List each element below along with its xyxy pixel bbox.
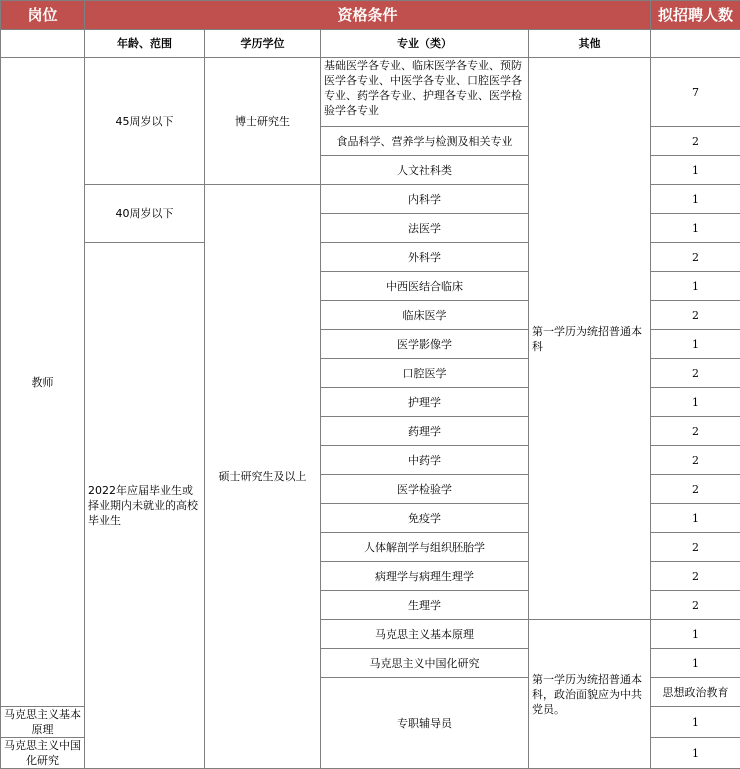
count-cell: 2: [651, 446, 740, 475]
count-cell: 1: [651, 620, 740, 649]
count-cell: 2: [651, 243, 740, 272]
degree-master: 硕士研究生及以上: [205, 185, 321, 769]
age-45: 45周岁以下: [85, 58, 205, 185]
count-cell: 2: [651, 591, 740, 620]
other-cell: 第一学历为统招普通本科: [529, 58, 651, 620]
count-cell: 1: [651, 738, 740, 769]
count-cell: 1: [651, 156, 740, 185]
header-qualifications: 资格条件: [85, 1, 651, 30]
count-cell: 1: [651, 504, 740, 533]
position-teacher: 教师: [1, 58, 85, 707]
major-cell: 马克思主义中国化研究: [321, 649, 529, 678]
subheader-count-empty: [651, 30, 740, 58]
major-cell: 药理学: [321, 417, 529, 446]
age-40: 40周岁以下: [85, 185, 205, 243]
major-cell: 病理学与病理生理学: [321, 562, 529, 591]
major-cell: 医学检验学: [321, 475, 529, 504]
major-cell: 人文社科类: [321, 156, 529, 185]
major-cell: 马克思主义基本原理: [321, 620, 529, 649]
major-cell: 中药学: [321, 446, 529, 475]
count-cell: 1: [651, 272, 740, 301]
major-cell: 生理学: [321, 591, 529, 620]
count-cell: 2: [651, 127, 740, 156]
subheader-age: 年龄、范围: [85, 30, 205, 58]
subheader-degree: 学历学位: [205, 30, 321, 58]
count-cell: 1: [651, 214, 740, 243]
count-cell: 2: [651, 301, 740, 330]
major-cell: 食品科学、营养学与检测及相关专业: [321, 127, 529, 156]
major-cell: 中西医结合临床: [321, 272, 529, 301]
count-cell: 7: [651, 58, 740, 127]
other-cell-party: 第一学历为统招普通本科，政治面貌应为中共党员。: [529, 620, 651, 769]
major-cell: 法医学: [321, 214, 529, 243]
major-cell: 马克思主义中国化研究: [1, 738, 85, 769]
header-position: 岗位: [1, 1, 85, 30]
count-cell: 2: [651, 562, 740, 591]
count-cell: 1: [651, 330, 740, 359]
count-cell: 2: [651, 475, 740, 504]
count-cell: 2: [651, 359, 740, 388]
age-graduate: 2022年应届毕业生或择业期内未就业的高校毕业生: [85, 243, 205, 769]
count-cell: 1: [651, 185, 740, 214]
count-cell: 2: [651, 533, 740, 562]
major-cell: 马克思主义基本原理: [1, 707, 85, 738]
major-cell: 免疫学: [321, 504, 529, 533]
major-cell: 护理学: [321, 388, 529, 417]
degree-phd: 博士研究生: [205, 58, 321, 185]
subheader-other: 其他: [529, 30, 651, 58]
header-count: 拟招聘人数: [651, 1, 740, 30]
count-cell: 2: [651, 417, 740, 446]
count-cell: 1: [651, 707, 740, 738]
count-cell: 1: [651, 388, 740, 417]
subheader-major: 专业（类）: [321, 30, 529, 58]
major-cell: 思想政治教育: [651, 678, 740, 707]
subheader-empty: [1, 30, 85, 58]
major-cell: 外科学: [321, 243, 529, 272]
position-counselor: 专职辅导员: [321, 678, 529, 769]
major-cell: 临床医学: [321, 301, 529, 330]
major-cell: 内科学: [321, 185, 529, 214]
major-cell: 基础医学各专业、临床医学各专业、预防医学各专业、中医学各专业、口腔医学各专业、药学各专业、护理各专业、医学检验学各专业: [321, 58, 529, 127]
major-cell: 口腔医学: [321, 359, 529, 388]
count-cell: 1: [651, 649, 740, 678]
major-cell: 人体解剖学与组织胚胎学: [321, 533, 529, 562]
major-cell: 医学影像学: [321, 330, 529, 359]
